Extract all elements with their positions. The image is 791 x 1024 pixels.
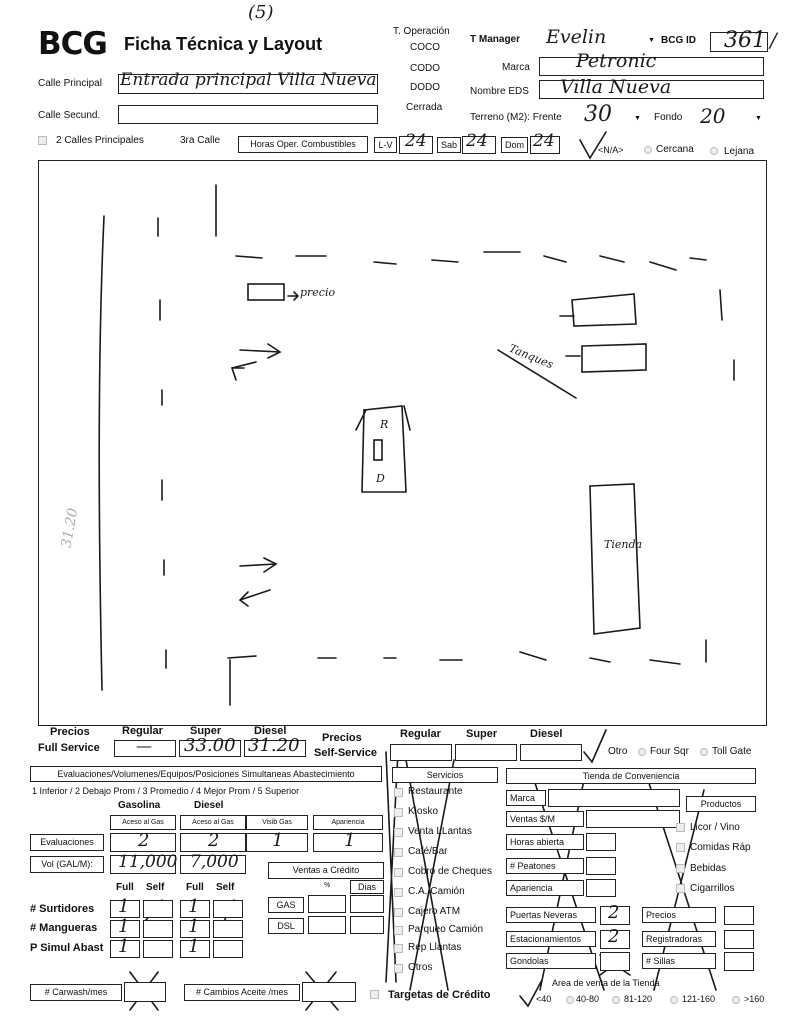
gas-dias-field[interactable] xyxy=(350,895,384,913)
servicio-cobro-cheques: Cobro de Cheques xyxy=(408,866,492,877)
area-option-81-120[interactable]: 81-120 xyxy=(624,994,653,1004)
tienda-header[interactable]: Tienda de Conveniencia xyxy=(506,768,756,784)
area-option-121-160[interactable]: 121-160 xyxy=(682,994,716,1004)
servicio-rep-llantas: Rep Llantas xyxy=(408,942,462,953)
tienda-registradoras-label: Registradoras xyxy=(642,931,716,947)
fondo-value[interactable]: 20 xyxy=(700,104,726,128)
col-regular-1: Regular xyxy=(122,725,163,737)
t-operacion-label: T. Operación xyxy=(393,26,450,37)
surtidores-label: # Surtidores xyxy=(30,903,95,915)
marca-value: Petronic xyxy=(576,50,657,72)
tienda-apariencia-label: Apariencia xyxy=(506,880,584,896)
precios-self-label: Precios xyxy=(322,732,362,744)
bcg-id-label: BCG ID xyxy=(661,35,696,46)
surtidores-gas-self[interactable] xyxy=(143,900,173,918)
tienda-ventas-field[interactable] xyxy=(586,810,680,828)
sub-header-gas: Aceso al Gas xyxy=(110,815,176,830)
carwash-field[interactable] xyxy=(124,982,166,1002)
sketch-margin-note: 31.20 xyxy=(58,506,82,550)
t-manager-label: T Manager xyxy=(470,34,521,45)
area-radio[interactable] xyxy=(566,996,574,1004)
servicio-checkbox[interactable] xyxy=(394,908,403,917)
producto-licor: Licor / Vino xyxy=(690,822,740,833)
dsl-label: DSL xyxy=(268,918,304,934)
eval-value-2: 2 xyxy=(208,830,220,851)
servicio-checkbox[interactable] xyxy=(394,828,403,837)
tienda-registradoras-field[interactable] xyxy=(724,930,754,949)
area-option-lt40[interactable]: <40 xyxy=(536,994,552,1004)
servicio-cajero-atm: Cajero ATM xyxy=(408,906,461,917)
self-label-2: Self xyxy=(216,882,235,893)
dias-label: Dias xyxy=(350,880,384,894)
servicio-venta-llantas: Venta LLantas xyxy=(408,826,472,837)
gasolina-label: Gasolina xyxy=(118,800,161,811)
eval-value-3: 1 xyxy=(272,830,284,851)
gas-pct-field[interactable] xyxy=(308,895,346,913)
tienda-puertas-label: Puertas Neveras xyxy=(506,907,596,923)
area-radio[interactable] xyxy=(732,996,740,1004)
tercera-calle-label: 3ra Calle xyxy=(180,135,221,146)
servicio-ca-camion: C.A. Camión xyxy=(408,886,465,897)
bcg-id-slash: / xyxy=(770,28,777,52)
evaluaciones-scale: 1 Inferior / 2 Debajo Prom / 3 Promedio / 4 Mejor Prom / 5 Superior xyxy=(32,786,300,796)
servicios-header[interactable]: Servicios xyxy=(392,767,498,783)
toll-gate-radio[interactable] xyxy=(700,748,708,756)
eval-value-1: 2 xyxy=(138,830,150,851)
tienda-sillas-field[interactable] xyxy=(724,952,754,971)
diesel-label: Diesel xyxy=(194,800,224,811)
terreno-label: Terreno (M2): Frente xyxy=(470,112,562,123)
full-regular-value: — xyxy=(136,736,152,755)
sub-header-apariencia: Apariencia xyxy=(313,815,383,830)
precios-full-label2: Full Service xyxy=(38,742,100,754)
full-label-1: Full xyxy=(116,882,134,893)
servicio-checkbox[interactable] xyxy=(394,868,403,877)
op-option-dodo[interactable]: DODO xyxy=(410,82,440,93)
full-super-value: 33.00 xyxy=(184,735,236,756)
mangueras-diesel-full-value: 1 xyxy=(188,916,200,937)
calle-principal-value: Entrada principal Villa Nueva xyxy=(120,70,377,90)
nombre-eds-value: Villa Nueva xyxy=(560,76,672,98)
self-regular-field[interactable] xyxy=(390,744,452,761)
chevron-down-icon[interactable]: ▼ xyxy=(755,115,762,122)
self-super-field[interactable] xyxy=(455,744,517,761)
tienda-estac-label: Estacionamientos xyxy=(506,931,596,947)
lv-value: 24 xyxy=(405,131,427,151)
toll-gate-label: Toll Gate xyxy=(712,746,752,757)
mangueras-gas-full-value: 1 xyxy=(118,916,130,937)
area-option-gt160[interactable]: >160 xyxy=(744,994,765,1004)
tienda-sillas-label: # Sillas xyxy=(642,953,716,969)
servicio-checkbox[interactable] xyxy=(394,944,403,953)
tienda-precios-label: Precios xyxy=(642,907,716,923)
col-regular-2: Regular xyxy=(400,728,441,740)
full-label-2: Full xyxy=(186,882,204,893)
op-option-coco[interactable]: COCO xyxy=(410,42,440,53)
carwash-label: # Carwash/mes xyxy=(30,984,122,1001)
tienda-peatones-field[interactable] xyxy=(586,857,616,875)
dos-calles-label: 2 Calles Principales xyxy=(56,135,144,146)
col-super-2: Super xyxy=(466,728,498,740)
precios-self-label2: Self-Service xyxy=(314,747,377,759)
nombre-eds-label: Nombre EDS xyxy=(470,86,529,97)
tarjetas-checkbox[interactable] xyxy=(370,990,379,999)
psimul-gas-self[interactable] xyxy=(143,940,173,958)
surtidores-diesel-full-value: 1 xyxy=(188,896,200,917)
producto-checkbox[interactable] xyxy=(676,884,685,893)
fondo-label: Fondo xyxy=(654,112,683,123)
full-diesel-value: 31.20 xyxy=(248,735,300,756)
cercana-label: Cercana xyxy=(656,144,694,155)
surtidores-gas-full-value: 1 xyxy=(118,896,130,917)
servicio-checkbox[interactable] xyxy=(394,848,403,857)
mangueras-label: # Mangueras xyxy=(30,922,98,934)
sub-header-diesel: Aceso al Gas xyxy=(180,815,246,830)
servicio-checkbox[interactable] xyxy=(394,964,403,973)
bcg-logo: BCG xyxy=(38,26,107,62)
tienda-estac-value: 2 xyxy=(608,926,620,947)
col-diesel-1: Diesel xyxy=(254,725,287,737)
t-manager-value[interactable]: Evelin xyxy=(546,26,607,48)
sab-label: Sab xyxy=(437,137,461,153)
ventas-credito-button[interactable]: Ventas a Crédito xyxy=(268,862,384,879)
bcg-id-value: 361 xyxy=(724,28,766,53)
dsl-dias-field[interactable] xyxy=(350,916,384,934)
producto-bebidas: Bebidas xyxy=(690,863,727,874)
lejana-label: Lejana xyxy=(724,146,755,157)
tarjetas-label: Targetas de Crédito xyxy=(388,989,491,1001)
chevron-down-icon[interactable]: ▼ xyxy=(648,37,655,44)
servicio-restaurante: Restaurante xyxy=(408,786,463,797)
tienda-marca-label: Marca xyxy=(506,790,546,806)
tienda-puertas-value: 2 xyxy=(608,902,620,923)
cambios-label: # Cambios Aceite /mes xyxy=(184,984,300,1001)
pct-label: % xyxy=(324,882,331,889)
servicio-otros: Otros xyxy=(408,962,433,973)
evaluaciones-label: Evaluaciones xyxy=(30,834,104,851)
sub-header-visib: Visib Gas xyxy=(246,815,308,830)
servicio-parqueo-camion: Parqueo Camión xyxy=(408,924,484,935)
tienda-precios-field[interactable] xyxy=(724,906,754,925)
servicio-checkbox[interactable] xyxy=(394,808,403,817)
tienda-horas-label: Horas abierta xyxy=(506,834,584,850)
marca-label: Marca xyxy=(502,62,530,73)
evaluaciones-header[interactable]: Evaluaciones/Volumenes/Equipos/Posiciones Simultaneas Abastecimiento xyxy=(30,766,382,782)
tienda-ventas-label: Ventas $/M xyxy=(506,811,584,827)
servicio-cafe-bar: Café/Bar xyxy=(408,846,448,857)
calle-secund-label: Calle Secund. xyxy=(38,110,101,121)
tienda-area-label: Area de venta de la Tienda xyxy=(552,978,660,988)
vol-label: Vol (GAL/M): xyxy=(30,856,104,873)
vol-diesel-value: 7,000 xyxy=(190,852,239,872)
four-sqr-radio[interactable] xyxy=(638,748,646,756)
tienda-gondolas-field[interactable] xyxy=(600,952,630,971)
page-mark: (5) xyxy=(248,2,274,23)
col-diesel-2: Diesel xyxy=(530,728,563,740)
op-option-codo[interactable]: CODO xyxy=(410,63,440,74)
area-radio[interactable] xyxy=(670,996,678,1004)
sketch-precio-note: precio xyxy=(300,286,336,299)
lv-label: L-V xyxy=(374,137,397,153)
producto-checkbox[interactable] xyxy=(676,843,685,852)
surtidores-diesel-self[interactable] xyxy=(213,900,243,918)
psimul-label: P Simul Abast xyxy=(30,942,104,954)
producto-cigarrillos: Cigarrillos xyxy=(690,883,735,894)
sab-value: 24 xyxy=(466,131,488,151)
op-option-cerrada[interactable]: Cerrada xyxy=(406,102,443,113)
servicio-kiosko: Kiosko xyxy=(408,806,439,817)
precios-full-label: Precios xyxy=(50,726,90,738)
servicio-checkbox[interactable] xyxy=(394,788,403,797)
dom-label: Dom xyxy=(501,137,528,153)
mangueras-gas-self[interactable] xyxy=(143,920,173,938)
servicio-checkbox[interactable] xyxy=(394,888,403,897)
producto-checkbox[interactable] xyxy=(676,864,685,873)
calle-principal-label: Calle Principal xyxy=(38,78,102,89)
psimul-gas-full-value: 1 xyxy=(118,936,130,957)
tienda-gondolas-label: Gondolas xyxy=(506,953,596,969)
horas-oper-button[interactable]: Horas Oper. Combustibles xyxy=(238,136,368,153)
self-diesel-field[interactable] xyxy=(520,744,582,761)
area-option-40-80[interactable]: 40-80 xyxy=(576,994,600,1004)
eval-value-4: 1 xyxy=(344,830,356,851)
psimul-diesel-full-value: 1 xyxy=(188,936,200,957)
tienda-horas-field[interactable] xyxy=(586,833,616,851)
tienda-marca-field[interactable] xyxy=(548,789,680,807)
self-label-1: Self xyxy=(146,882,165,893)
form-title: Ficha Técnica y Layout xyxy=(124,34,323,54)
chevron-down-icon[interactable]: ▼ xyxy=(634,115,641,122)
vol-gas-value: 11,000 xyxy=(118,852,178,872)
tienda-productos-label: Productos xyxy=(686,796,756,812)
cambios-field[interactable] xyxy=(302,982,356,1002)
area-radio[interactable] xyxy=(612,996,620,1004)
col-super-1: Super xyxy=(190,725,222,737)
sketch-tienda-note: Tienda xyxy=(604,538,643,551)
producto-comidas: Comidas Ráp xyxy=(690,842,751,853)
sketch-island-r: R xyxy=(380,418,389,431)
tienda-peatones-label: # Peatones xyxy=(506,858,584,874)
gas-label: GAS xyxy=(268,897,304,913)
otro-option[interactable]: Otro xyxy=(608,746,628,757)
four-sqr-label: Four Sqr xyxy=(650,746,689,757)
dom-value: 24 xyxy=(533,131,555,151)
producto-checkbox[interactable] xyxy=(676,823,685,832)
psimul-diesel-self[interactable] xyxy=(213,940,243,958)
servicio-checkbox[interactable] xyxy=(394,926,403,935)
na-option[interactable]: <N/A> xyxy=(598,145,624,155)
sketch-tanques-note: Tanques xyxy=(507,341,556,372)
dsl-pct-field[interactable] xyxy=(308,916,346,934)
mangueras-diesel-self[interactable] xyxy=(213,920,243,938)
frente-value[interactable]: 30 xyxy=(584,102,612,127)
tienda-apariencia-field[interactable] xyxy=(586,879,616,897)
sketch-island-d: D xyxy=(376,472,385,485)
